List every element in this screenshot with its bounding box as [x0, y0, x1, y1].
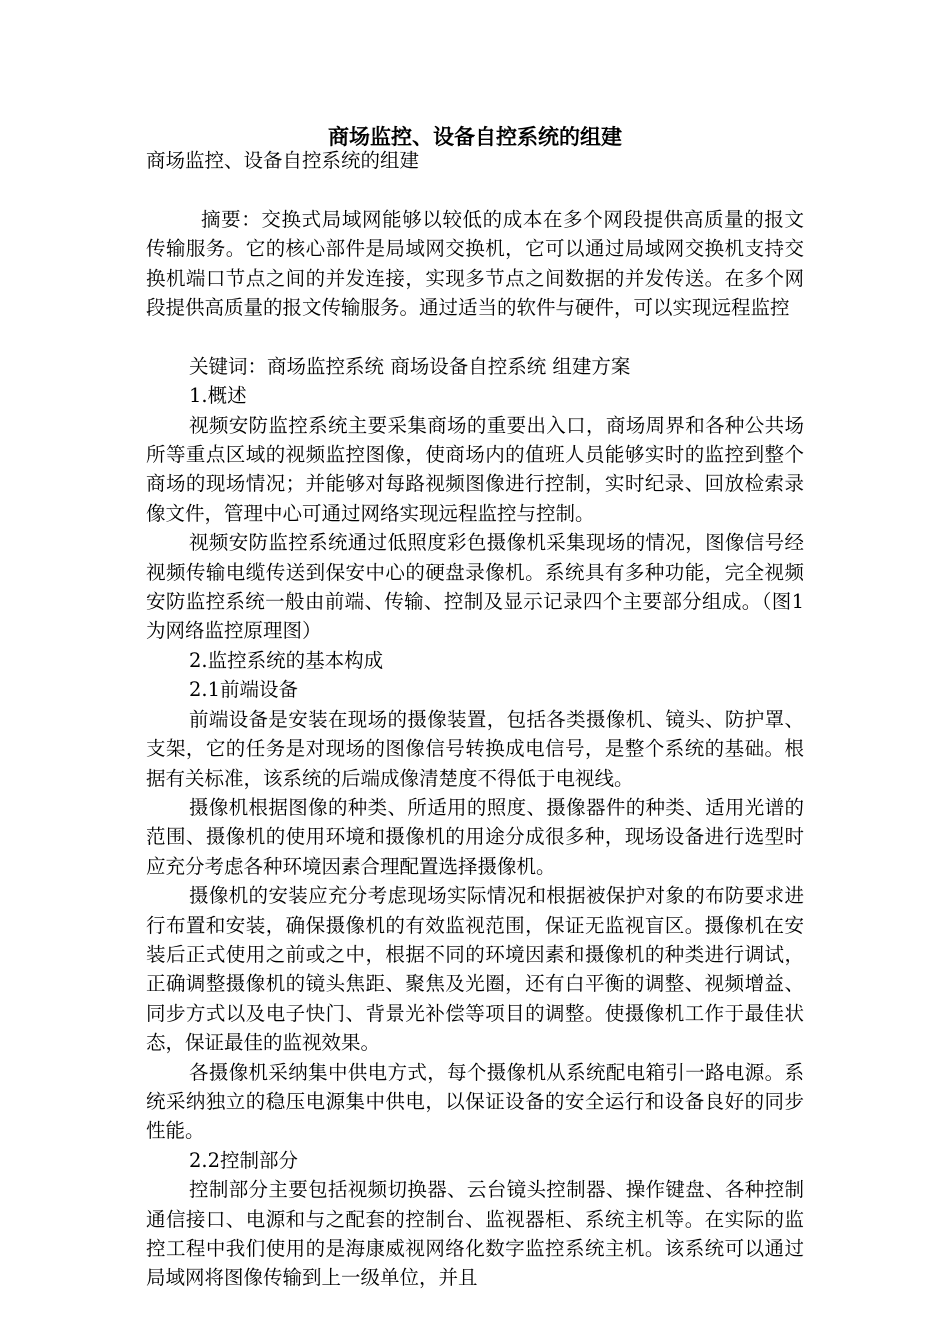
paragraph: 控制部分主要包括视频切换器、云台镜头控制器、操作键盘、各种控制通信接口、电源和与之配套的控制台、监视器柜、系统主机等。在实际的监控工程中我们使用的是海康威视网络化数字监控系统主机。该系统可以通过局域网将图像传输到上一级单位，并且: [146, 1178, 804, 1290]
blank-line: [146, 322, 804, 351]
paragraph: 摄像机的安装应充分考虑现场实际情况和根据被保护对象的布防要求进行布置和安装，确保摄像机的有效监视范围，保证无监视盲区。摄像机在安装后正式使用之前或之中，根据不同的环境因素和摄像机的种类进行调试，正确调整摄像机的镜头焦距、聚焦及光圈，还有白平衡的调整、视频增益、同步方式以及电子快门、背景光补偿等项目的调整。使摄像机工作于最佳状态，保证最佳的监视效果。: [146, 884, 804, 1055]
section-heading-overview: 1.概述: [189, 384, 247, 408]
keywords-line: 关键词：商场监控系统 商场设备自控系统 组建方案: [189, 354, 631, 378]
section-heading-control: 2.2控制部分: [189, 1148, 299, 1172]
abstract-paragraph: 摘要：交换式局域网能够以较低的成本在多个网段提供高质量的报文传输服务。它的核心部件是局域网交换机，它可以通过局域网交换机支持交换机端口节点之间的并发连接，实现多节点之间数据的并发传送。在多个网段提供高质量的报文传输服务。通过适当的软件与硬件，可以实现远程监控: [146, 207, 804, 320]
paragraph: 前端设备是安装在现场的摄像装置，包括各类摄像机、镜头、防护罩、支架，它的任务是对现场的图像信号转换成电信号，是整个系统的基础。根据有关标准，该系统的后端成像清楚度不得低于电视线。: [146, 707, 804, 790]
document-subtitle: 商场监控、设备自控系统的组建: [146, 149, 420, 172]
paragraph: 摄像机根据图像的种类、所适用的照度、摄像器件的种类、适用光谱的范围、摄像机的使用环境和摄像机的用途分成很多种，现场设备进行选型时应充分考虑各种环境因素合理配置选择摄像机。: [146, 795, 804, 878]
paragraph: 视频安防监控系统主要采集商场的重要出入口，商场周界和各种公共场所等重点区域的视频监控图像，使商场内的值班人员能够实时的监控到整个商场的现场情况；并能够对每路视频图像进行控制，实时纪录、回放检索录像文件，管理中心可通过网络实现远程监控与控制。: [146, 413, 804, 525]
paragraph: 视频安防监控系统通过低照度彩色摄像机采集现场的情况，图像信号经视频传输电缆传送到保安中心的硬盘录像机。系统具有多种功能，完全视频安防监控系统一般由前端、传输、控制及显示记录四个主要部分组成。（图1为网络监控原理图）: [146, 531, 804, 643]
section-heading-structure: 2.监控系统的基本构成: [189, 648, 384, 672]
document-title: 商场监控、设备自控系统的组建: [328, 125, 622, 149]
blank-line: [146, 175, 804, 204]
section-heading-front-end: 2.1前端设备: [189, 678, 299, 702]
paragraph: 各摄像机采纳集中供电方式，每个摄像机从系统配电箱引一路电源。系统采纳独立的稳压电源集中供电，以保证设备的安全运行和设备良好的同步性能。: [146, 1060, 804, 1143]
document-body: [146, 146, 804, 1293]
